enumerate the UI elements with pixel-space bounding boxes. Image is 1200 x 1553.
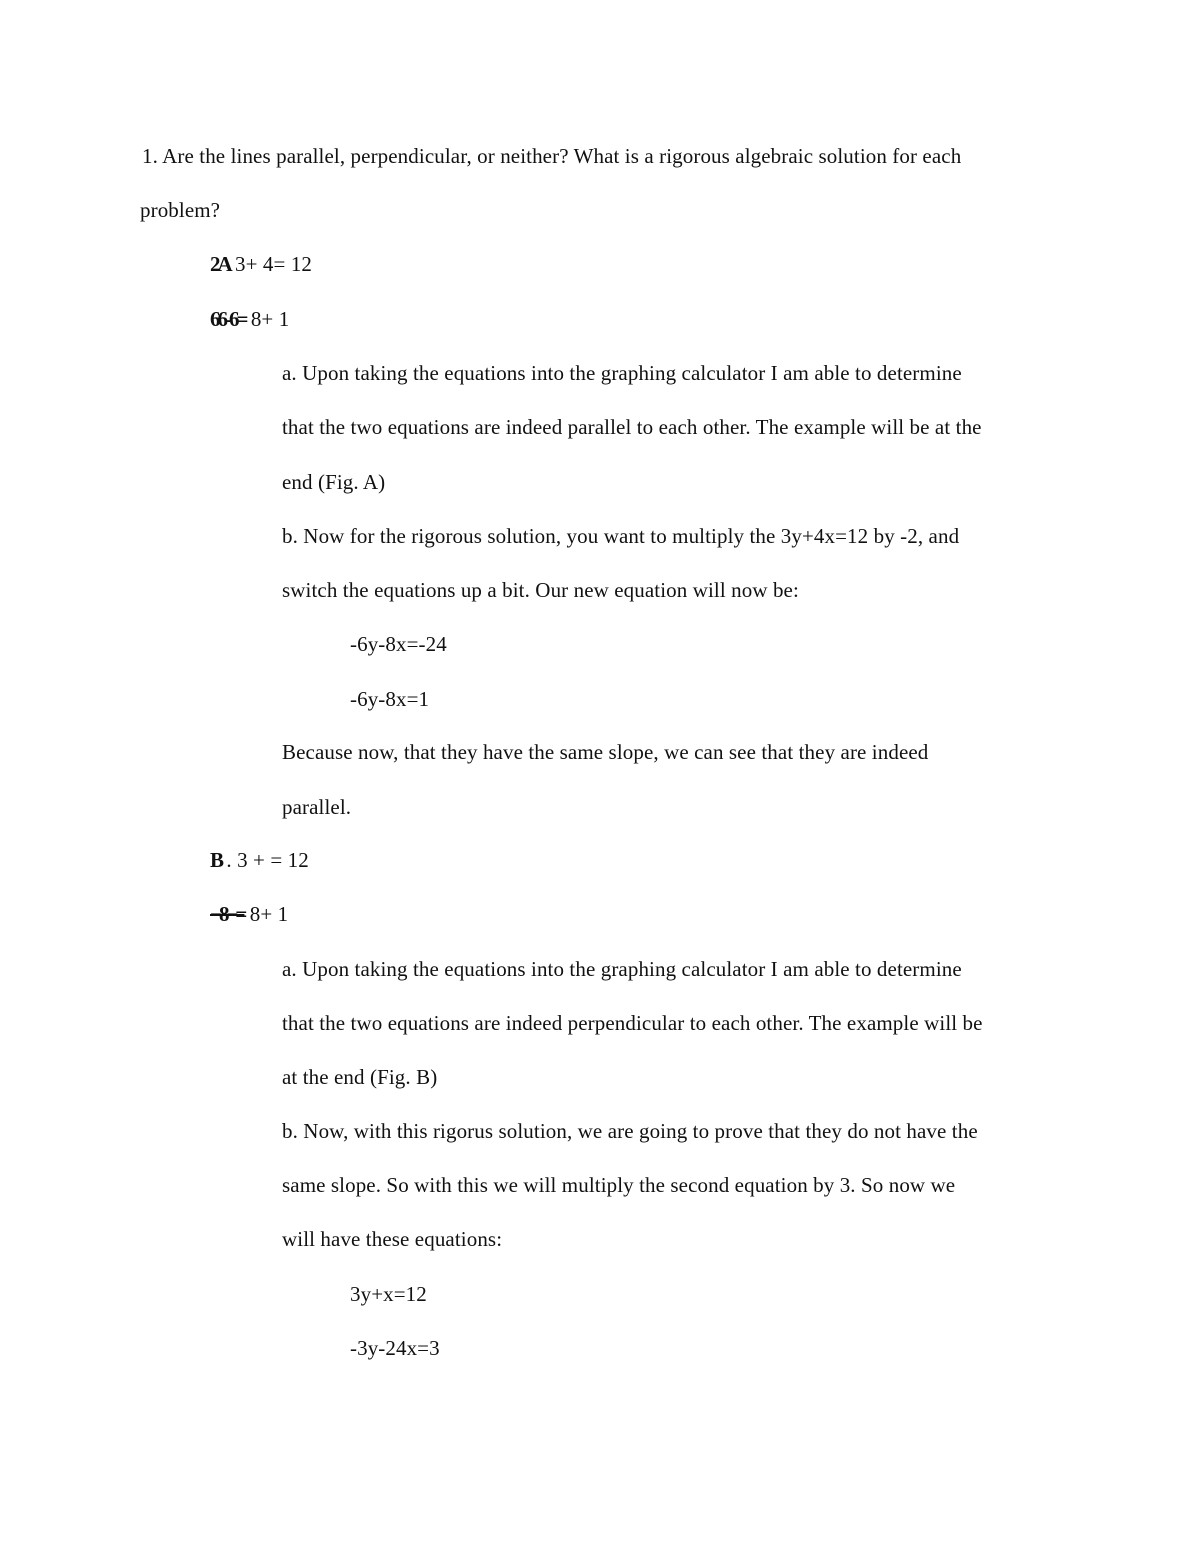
problem-a-part-a-line-3: end (Fig. A) (282, 470, 386, 494)
problem-a-equation-2 (210, 305, 289, 333)
problem-a-new-equation-1: -6y-8x=-24 (350, 632, 447, 656)
problem-b-equation-2-text: 8+ 1 (249, 902, 289, 926)
problem-a-part-a-line-1: a. Upon taking the equations into the graphing calculator I am able to determine (282, 361, 962, 385)
problem-b-part-b-line-2: same slope. So with this we will multiply the second equation by 3. So now we (282, 1173, 956, 1197)
problem-b-part-b-line-3: will have these equations: (282, 1227, 503, 1251)
problem-a-equation-2-text: 8+ 1 (250, 307, 290, 331)
problem-a-equation-1-text: 3+ 4= 12 (235, 252, 313, 276)
question-line-1: 1. Are the lines parallel, perpendicular, or neither? What is a rigorous algebraic solution for each (142, 144, 962, 168)
problem-b-equation-1-label: B (210, 848, 222, 872)
problem-b-part-a-line-2: that the two equations are indeed perpendicular to each other. The example will be (282, 1011, 983, 1035)
problem-b-new-equation-1: 3y+x=12 (350, 1282, 427, 1306)
problem-a-equation-1-label: 2A (210, 252, 230, 276)
problem-b-part-a-line-3: at the end (Fig. B) (282, 1065, 438, 1089)
problem-a-conclusion-line-2: parallel. (282, 795, 352, 819)
problem-b-part-b-line-1: b. Now, with this rigorus solution, we are going to prove that they do not have the (282, 1119, 978, 1143)
problem-a-new-equation-2: -6y-8x=1 (350, 687, 430, 711)
problem-b-equation-1-text: . 3 + = 12 (226, 848, 309, 872)
problem-b-equation-2-label: −8−= (210, 902, 245, 926)
problem-a-equation-1 (210, 250, 312, 278)
problem-a-part-b-line-1: b. Now for the rigorous solution, you want to multiply the 3y+4x=12 by -2, and (282, 524, 960, 548)
problem-a-conclusion-line-1: Because now, that they have the same slope, we can see that they are indeed (282, 740, 929, 764)
problem-b-new-equation-2: -3y-24x=3 (350, 1336, 440, 1360)
problem-a-part-b-line-2: switch the equations up a bit. Our new equation will now be: (282, 578, 799, 602)
problem-b-part-a-line-1: a. Upon taking the equations into the graphing calculator I am able to determine (282, 957, 962, 981)
problem-b-equation-1 (210, 846, 309, 874)
problem-a-equation-2-label: 66-6= (210, 307, 246, 331)
problem-a-part-a-line-2: that the two equations are indeed parallel to each other. The example will be at the (282, 415, 982, 439)
problem-b-equation-2 (210, 900, 288, 928)
question-line-2: problem? (140, 198, 221, 222)
